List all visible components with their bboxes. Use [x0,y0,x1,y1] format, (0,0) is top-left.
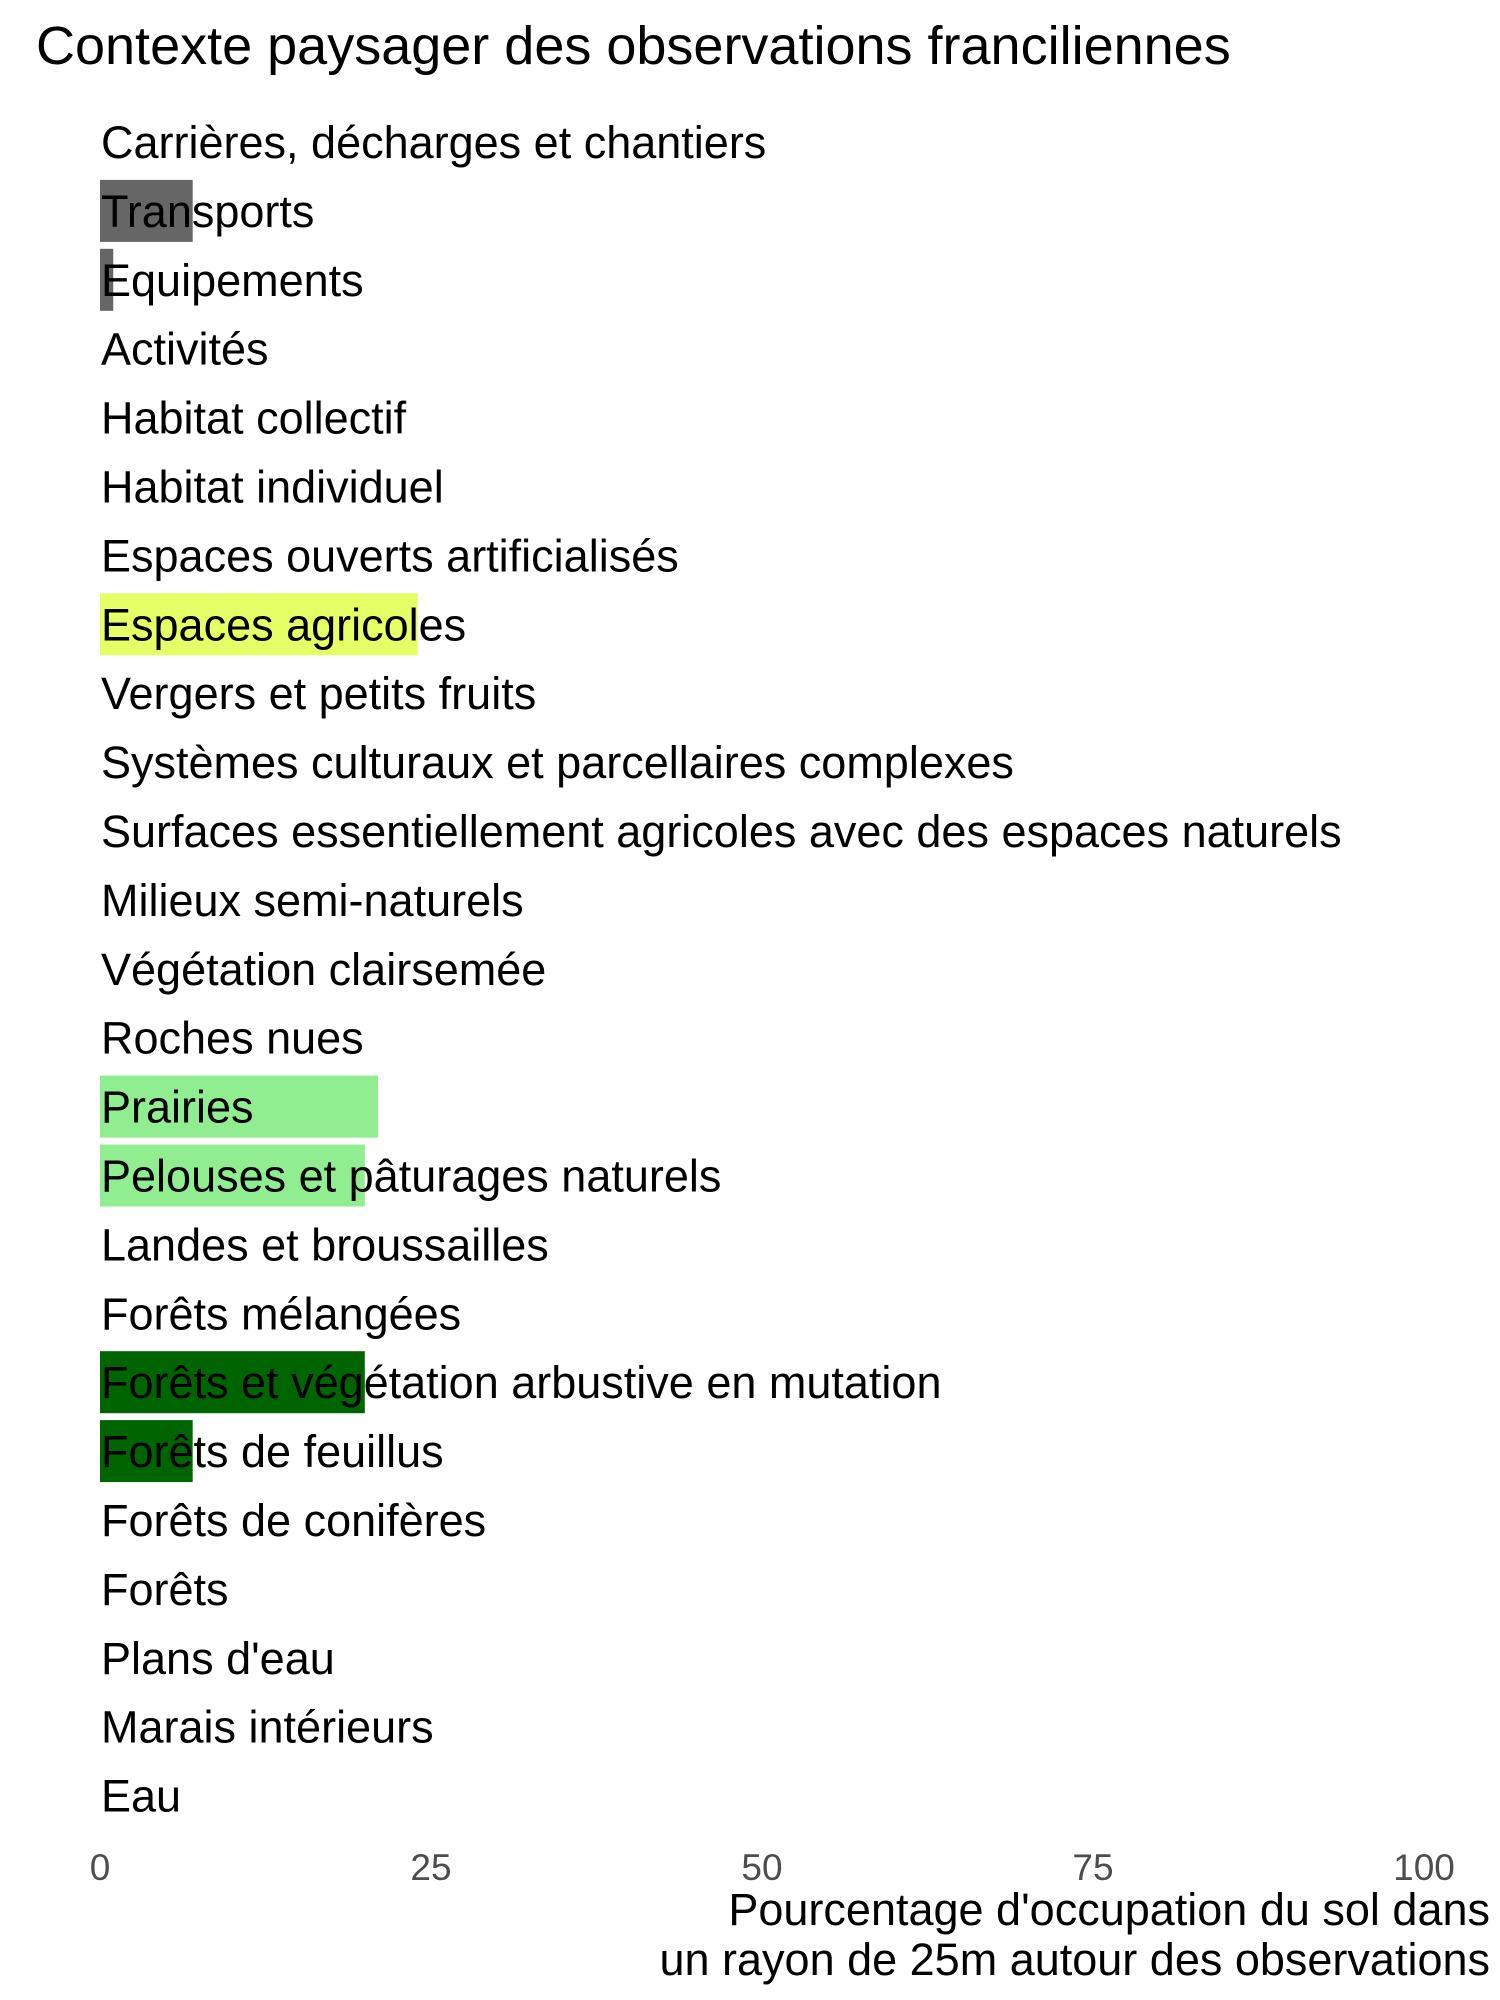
category-label: Carrières, décharges et chantiers [101,117,767,168]
category-label: Forêts de feuillus [101,1426,444,1478]
category-label: Activités [101,323,269,375]
category-label: Forêts de conifères [101,1495,487,1546]
x-axis-ticks [90,1847,1455,1888]
category-label: Forêts et végétation arbustive en mutation [101,1357,942,1409]
category-label: Forêts mélangées [101,1288,462,1340]
category-label: Surfaces essentiellement agricoles avec des espaces naturels [101,806,1342,857]
category-label: Equipements [101,254,364,306]
x-tick-label: 0 [89,1847,111,1888]
x-tick-label: 50 [741,1847,783,1888]
category-label: Plans d'eau [101,1632,335,1684]
category-label: Landes et broussailles [101,1219,549,1271]
chart-title: Contexte paysager des observations franciliennes [36,16,1231,76]
x-axis-title-line-2: un rayon de 25m autour des observations [659,1934,1490,1985]
x-tick-label: 25 [410,1847,452,1888]
x-tick-label: 100 [1393,1847,1455,1888]
category-label: Pelouses et pâturages naturels [101,1150,722,1202]
category-label: Vergers et petits fruits [101,668,537,720]
category-label: Eau [101,1770,182,1822]
category-label: Espaces ouverts artificialisés [101,530,679,582]
x-axis-title-line-1: Pourcentage d'occupation du sol dans [728,1884,1490,1935]
category-label: Espaces agricoles [101,599,467,651]
category-label: Habitat individuel [101,461,444,513]
category-label: Forêts [101,1563,229,1615]
category-labels [101,117,1342,1822]
category-label: Marais intérieurs [101,1701,434,1753]
category-label: Roches nues [101,1012,364,1064]
category-label: Systèmes culturaux et parcellaires complexes [101,737,1014,789]
category-label: Habitat collectif [101,392,407,444]
category-label: Milieux semi-naturels [101,874,524,926]
category-label: Végétation clairsemée [101,943,547,995]
x-tick-label: 75 [1072,1847,1114,1888]
category-label: Prairies [101,1081,254,1133]
category-label: Transports [101,185,315,237]
